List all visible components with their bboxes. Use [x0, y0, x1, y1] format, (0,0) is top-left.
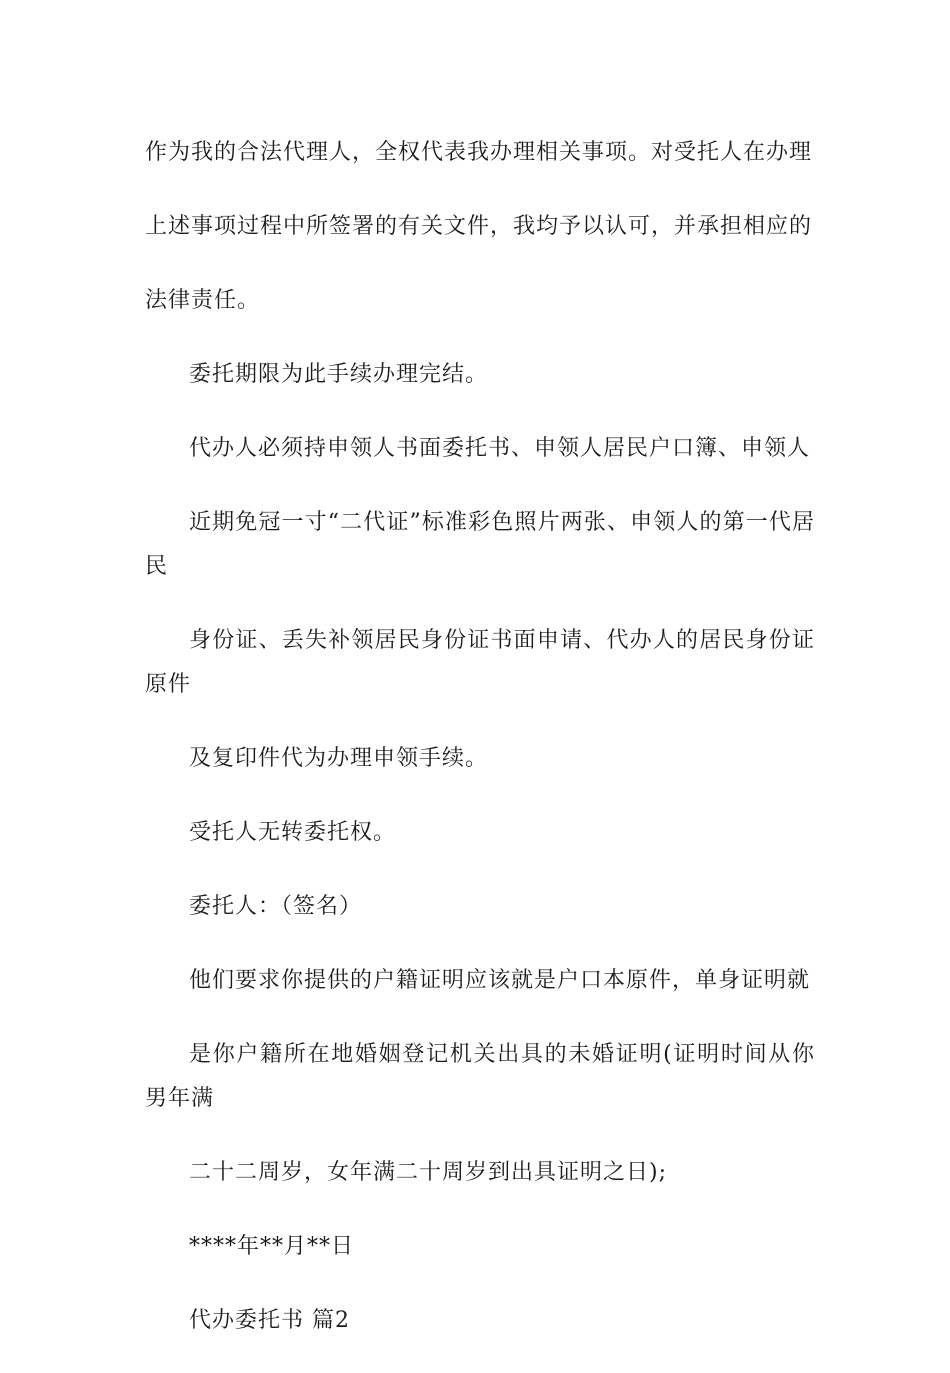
paragraph-principal-signature: [145, 885, 815, 929]
text-line: 代办人必须持申领人书面委托书、申领人居民户口簿、申领人: [189, 436, 811, 461]
text-line: 委托人：（签名）: [189, 894, 363, 919]
paragraph-agent-authority: [145, 131, 815, 323]
document-body: [145, 131, 815, 1373]
text-line: 二十二周岁，女年满二十周岁到出具证明之日);: [189, 1160, 667, 1185]
text-line: 受托人无转委托权。: [189, 820, 397, 845]
text-line: 他们要求你提供的户籍证明应该就是户口本原件，单身证明就: [189, 968, 811, 993]
paragraph-no-subdelegation: [145, 811, 815, 855]
paragraph-requirements: [145, 427, 815, 781]
text-line: 是你户籍所在地婚姻登记机关出具的未婚证明(证明时间从你男年满: [145, 1042, 815, 1111]
text-line: 上述事项过程中所签署的有关文件，我均予以认可，并承担相应的: [145, 214, 813, 239]
text-line: 委托期限为此手续办理完结。: [189, 362, 489, 387]
paragraph-section-heading: [145, 1299, 815, 1343]
paragraph-term: [145, 353, 815, 397]
paragraph-date: [145, 1225, 815, 1269]
text-line: 近期免冠一寸“二代证”标准彩色照片两张、申领人的第一代居民: [145, 510, 815, 579]
text-line: 身份证、丢失补领居民身份证书面申请、代办人的居民身份证原件: [145, 628, 815, 697]
text-line: 及复印件代为办理申领手续。: [189, 746, 489, 771]
text-line: 作为我的合法代理人，全权代表我办理相关事项。对受托人在办理: [145, 140, 813, 165]
text-line: 代办委托书 篇2: [189, 1308, 350, 1333]
text-line: 法律责任。: [145, 288, 261, 313]
text-line: ****年**月**日: [189, 1234, 355, 1259]
paragraph-household-proof: [145, 959, 815, 1195]
